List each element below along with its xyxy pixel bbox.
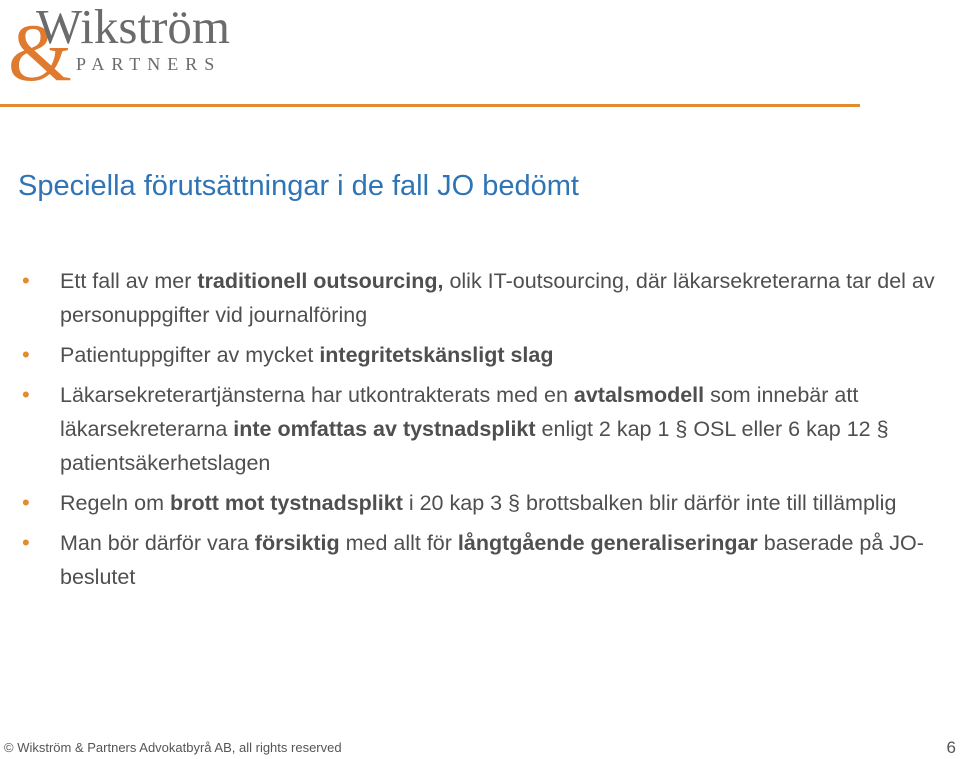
bullet-text: Ett fall av mer [60,269,198,293]
bullet-text: olik IT-outsourcing, där läkarsekreterarna tar del av personuppgifter vid journalföring [60,269,935,327]
bullet-list [60,264,940,600]
bullet-text: Patientuppgifter av mycket [60,343,320,367]
bullet-emphasis: integritetskänsligt slag [319,343,554,367]
bullet-text: som innebär att läkarsekreterarna [60,383,859,441]
bullet-item [60,378,940,480]
bullet-item [60,338,940,372]
bullet-item [60,526,940,594]
bullet-text: Man bör därför vara [60,531,255,555]
bullet-text: enligt 2 kap 1 § OSL eller 6 kap 12 § patientsäkerhetslagen [60,417,889,475]
footer-copyright: © Wikström & Partners Advokatbyrå AB, all rights reserved [4,740,342,755]
bullet-emphasis: brott mot tystnadsplikt [169,491,403,515]
bullet-emphasis: långtgående generaliseringar [457,531,758,555]
page-number: 6 [946,738,956,757]
bullet-emphasis: traditionell outsourcing, [197,269,444,293]
bullet-text: i 20 kap 3 § brottsbalken blir därför inte till tillämplig [402,491,897,515]
bullet-item [60,486,940,520]
bullet-emphasis: avtalsmodell [573,383,705,407]
bullet-text: baserade på JO-beslutet [60,531,924,589]
bullet-text: Läkarsekreterartjänsterna har utkontrakterats med en [60,383,574,407]
logo-name: Wikström [36,0,231,54]
slide-title: Speciella förutsättningar i de fall JO bedömt [18,170,579,202]
company-logo [8,0,278,98]
header-divider [0,104,860,107]
bullet-text: med allt för [339,531,458,555]
bullet-text: Regeln om [60,491,170,515]
bullet-emphasis: inte omfattas av tystnadsplikt [233,417,536,441]
logo-partners: PARTNERS [76,54,222,74]
bullet-emphasis: försiktig [254,531,340,555]
bullet-item [60,264,940,332]
logo-ampersand: & [8,7,72,98]
